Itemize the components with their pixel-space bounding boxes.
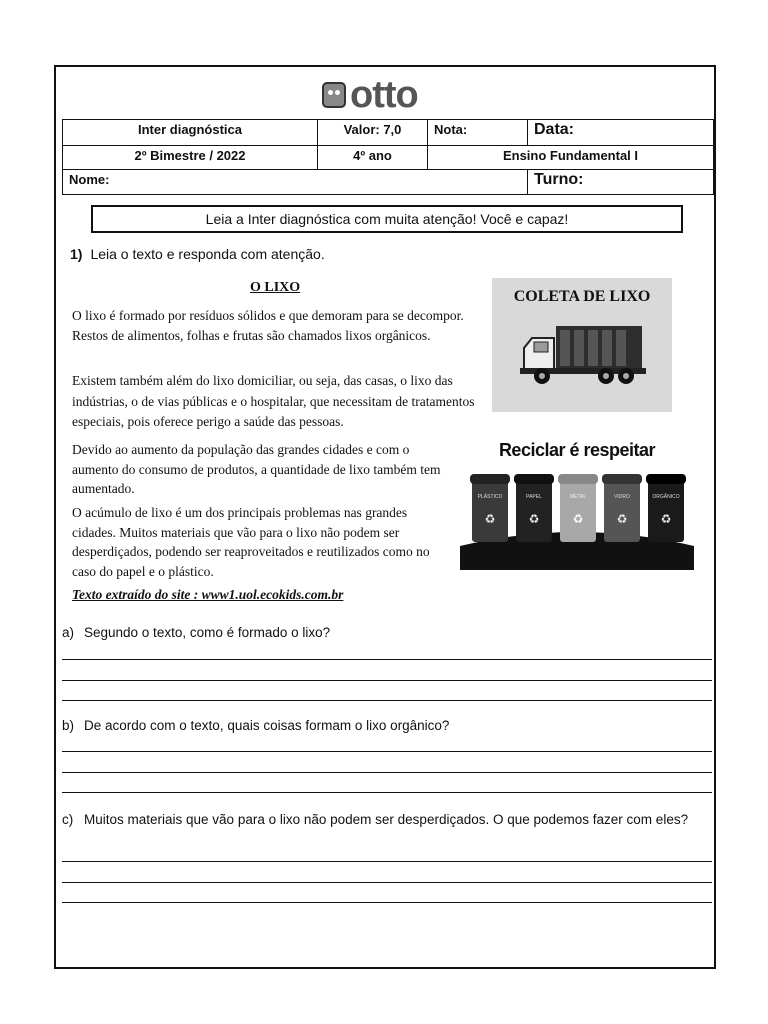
bin-label: VIDRO	[614, 494, 630, 500]
question-b-text: De acordo com o texto, quais coisas formam o lixo orgânico?	[84, 718, 450, 733]
header-nivel: Ensino Fundamental I	[427, 145, 714, 170]
question-a-text: Segundo o texto, como é formado o lixo?	[84, 625, 331, 640]
logo-mark-icon	[322, 82, 346, 108]
recycle-icon: ♻	[484, 512, 496, 526]
header-title: Inter diagnóstica	[62, 119, 318, 146]
answer-line[interactable]	[62, 659, 712, 660]
header-data: Data:	[527, 119, 714, 146]
question-a-label: a)	[62, 625, 75, 640]
notice-box: Leia a Inter diagnóstica com muita atenção! Você e capaz!	[91, 205, 683, 233]
school-logo	[322, 76, 444, 114]
recycle-icon: ♻	[572, 512, 584, 526]
answer-line[interactable]	[62, 772, 712, 773]
recycling-bins-image	[460, 438, 694, 570]
question-c-text: Muitos materiais que vão para o lixo não podem ser desperdiçados. O que podemos fazer com eles?	[84, 812, 689, 827]
header-nome: Nome:	[62, 169, 528, 195]
article-paragraph: Devido ao aumento da população das grandes cidades e com o aumento do consumo de produtos, a quantidade de lixo também tem aumentado.	[72, 442, 441, 496]
recycling-bins-icon	[460, 468, 694, 570]
answer-line[interactable]	[62, 792, 712, 793]
bins-caption: Reciclar é respeitar	[498, 440, 656, 460]
question-b	[62, 718, 449, 733]
article-paragraph: O acúmulo de lixo é um dos principais problemas nas grandes cidades. Muitos materiais que vão para o lixo não podem ser desperdiçados, podendo ser reaproveitados e reutilizados como no caso do papel e o plástico.	[72, 505, 430, 579]
answer-line[interactable]	[62, 882, 712, 883]
header-nota: Nota:	[427, 119, 528, 146]
question-a	[62, 625, 330, 640]
answer-line[interactable]	[62, 751, 712, 752]
bin-label: PLÁSTICO	[477, 494, 503, 500]
answer-line[interactable]	[62, 680, 712, 681]
header-bimestre: 2º Bimestre / 2022	[62, 145, 318, 170]
article-paragraph: Existem também além do lixo domiciliar, ou seja, das casas, o lixo das indústrias, o de vias públicas e o hospitalar, que necessitam de tratamentos especiais, pois oferece perigo a saúde das pessoas.	[72, 373, 475, 429]
header-ano: 4º ano	[317, 145, 428, 170]
header-turno: Turno:	[527, 169, 714, 195]
garbage-truck-icon	[514, 318, 654, 388]
header-table	[62, 119, 714, 195]
article-title: O LIXO	[250, 280, 301, 295]
bin-label: ORGÂNICO	[652, 494, 680, 500]
question-1-number: 1)	[70, 246, 83, 262]
recycle-icon: ♻	[528, 512, 540, 526]
article-paragraph: O lixo é formado por resíduos sólidos e que demoram para se decompor. Restos de alimentos, folhas e frutas são chamados lixos orgânicos.	[72, 308, 464, 343]
recycle-icon: ♻	[660, 512, 672, 526]
logo-word: otto	[350, 74, 418, 116]
question-1	[70, 246, 325, 262]
header-valor: Valor: 7,0	[317, 119, 428, 146]
question-1-text: Leia o texto e responda com atenção.	[90, 246, 325, 262]
answer-line[interactable]	[62, 700, 712, 701]
question-b-label: b)	[62, 718, 75, 733]
bin-label: PAPEL	[526, 494, 542, 500]
question-c-label: c)	[62, 812, 74, 827]
question-c	[62, 811, 712, 828]
answer-line[interactable]	[62, 902, 712, 903]
answer-line[interactable]	[62, 861, 712, 862]
bin-label: METAL	[569, 494, 587, 500]
garbage-truck-image	[492, 278, 672, 412]
recycle-icon: ♻	[616, 512, 628, 526]
article-source: Texto extraído do site : www1.uol.ecokids.com.br	[72, 587, 344, 602]
truck-caption: COLETA DE LIXO	[513, 288, 651, 305]
